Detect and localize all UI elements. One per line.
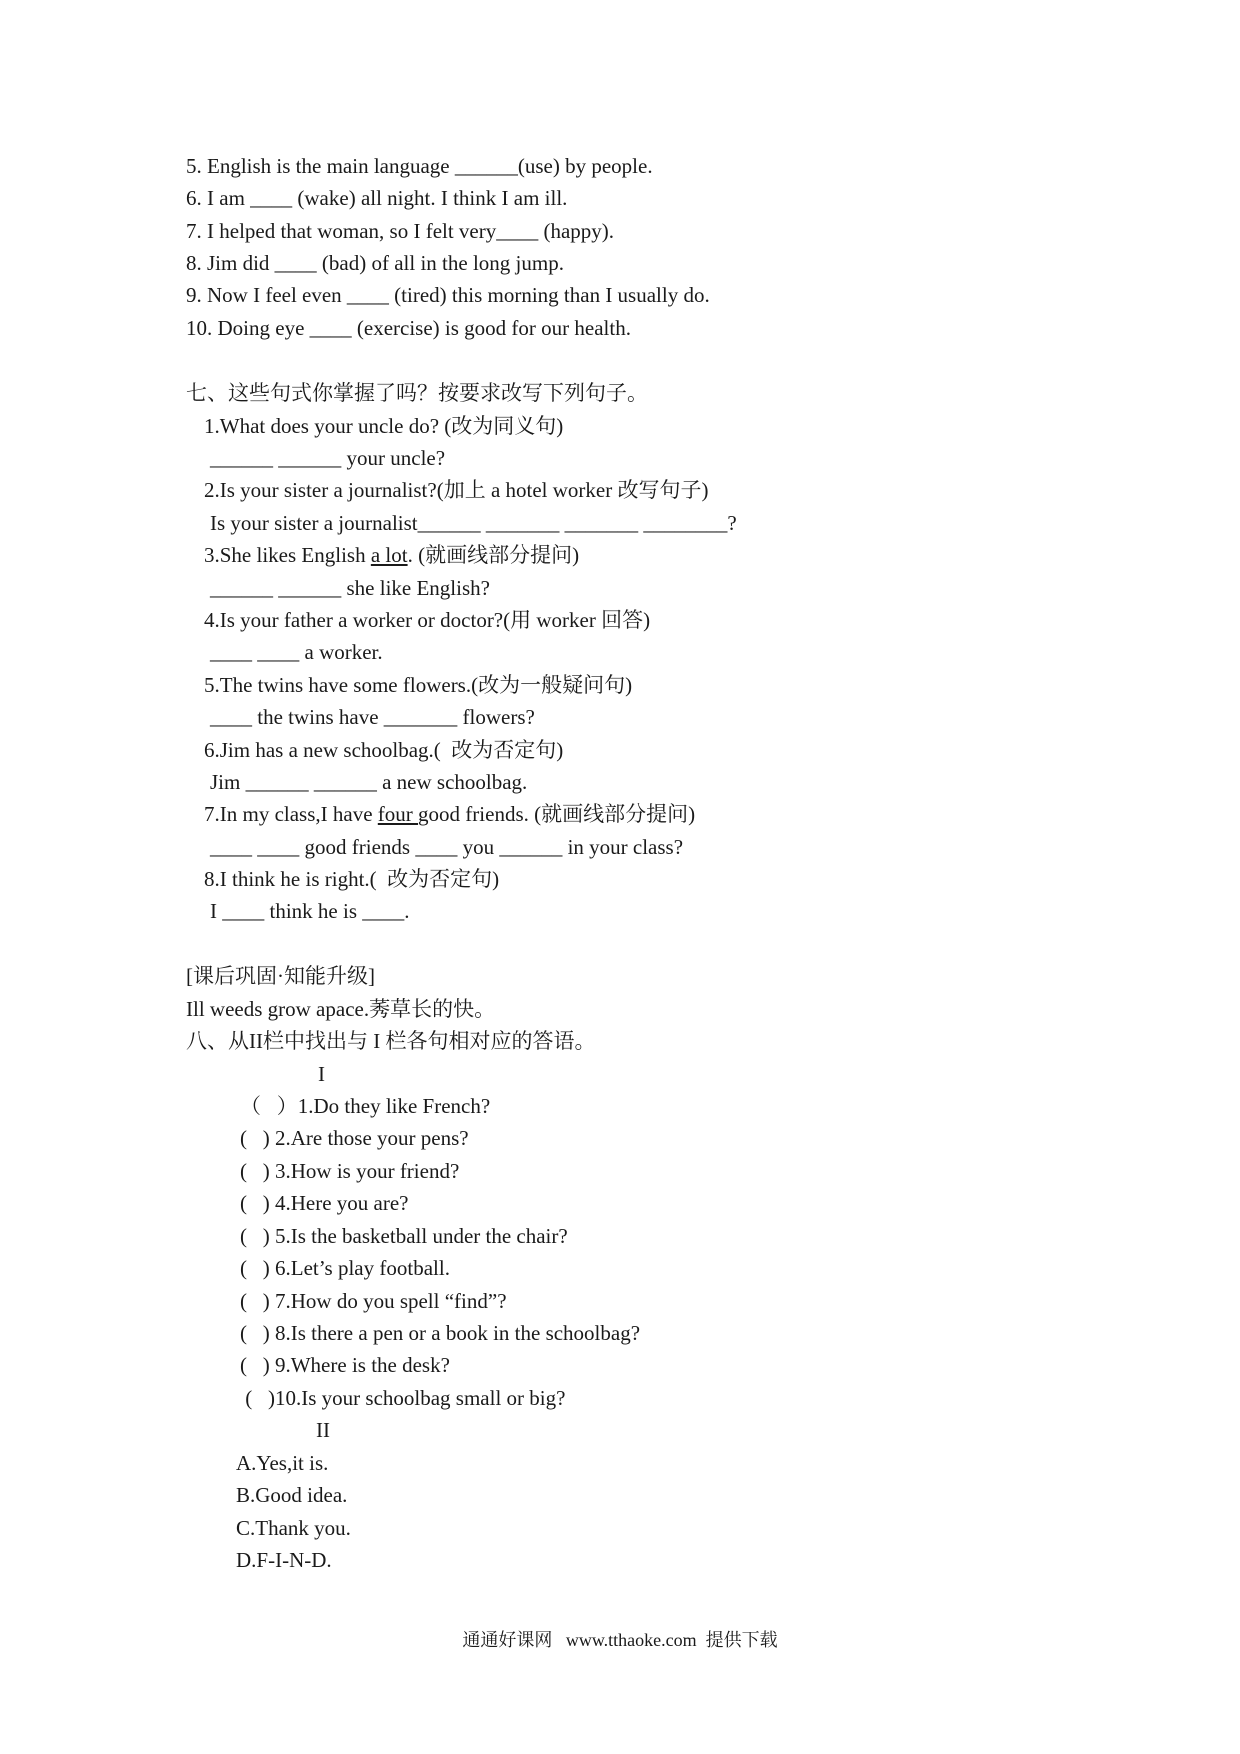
section7-q5: 5.The twins have some flowers.(改为一般疑问句) (204, 673, 633, 697)
section7-a5: ____ the twins have _______ flowers? (210, 705, 535, 729)
page-footer: 通通好课网 www.tthaoke.com 提供下载 (462, 1630, 778, 1650)
after-class-title: [课后巩固·知能升级] (186, 964, 375, 988)
section7-q7-post: good friends. (就画线部分提问) (418, 802, 696, 826)
section7-q8: 8.I think he is right.( 改为否定句) (204, 867, 500, 891)
section7-a8: I ____ think he is ____. (210, 899, 410, 923)
fill-blank-7: 7. I helped that woman, so I felt very____ (happy). (186, 219, 615, 243)
section7-q1: 1.What does your uncle do? (改为同义句) (204, 414, 564, 438)
section7-q2: 2.Is your sister a journalist?(加上 a hotel worker 改写句子) (204, 478, 709, 502)
section8-item-4: ( ) 4.Here you are? (240, 1191, 409, 1215)
section8-item-6: ( ) 6.Let’s play football. (240, 1256, 450, 1280)
section7-a4: ____ ____ a worker. (210, 640, 383, 664)
fill-blank-9: 9. Now I feel even ____ (tired) this morning than I usually do. (186, 283, 710, 307)
fill-blank-10: 10. Doing eye ____ (exercise) is good for our health. (186, 316, 631, 340)
section7-a2: Is your sister a journalist______ _______ _______ ________? (210, 511, 737, 535)
section8-col1-label: I (318, 1062, 325, 1086)
section7-q7-pre: 7.In my class,I have (204, 802, 378, 826)
fill-blank-8: 8. Jim did ____ (bad) of all in the long jump. (186, 251, 564, 275)
section8-item-9: ( ) 9.Where is the desk? (240, 1353, 450, 1377)
section7-q4: 4.Is your father a worker or doctor?(用 worker 回答) (204, 608, 651, 632)
section7-q7 (204, 800, 695, 828)
section8-answer-a: A.Yes,it is. (236, 1451, 329, 1475)
section8-item-7: ( ) 7.How do you spell “find”? (240, 1289, 507, 1313)
section8-heading: 八、从II栏中找出与 I 栏各句相对应的答语。 (186, 1029, 596, 1053)
proverb: Ill weeds grow apace.莠草长的快。 (186, 997, 496, 1021)
section8-item-3: ( ) 3.How is your friend? (240, 1159, 460, 1183)
section8-item-8: ( ) 8.Is there a pen or a book in the schoolbag? (240, 1321, 641, 1345)
section8-col2-label: II (316, 1418, 330, 1442)
section7-q6: 6.Jim has a new schoolbag.( 改为否定句) (204, 738, 564, 762)
section8-item-1: （ ）1.Do they like French? (240, 1094, 491, 1118)
section7-q3-post: . (就画线部分提问) (407, 543, 580, 567)
section8-answer-b: B.Good idea. (236, 1483, 348, 1507)
section8-answer-c: C.Thank you. (236, 1516, 351, 1540)
section7-a6: Jim ______ ______ a new schoolbag. (210, 770, 528, 794)
section7-q7-underlined: four (377, 802, 419, 826)
section8-answer-d: D.F-I-N-D. (236, 1548, 332, 1572)
section8-item-5: ( ) 5.Is the basketball under the chair? (240, 1224, 568, 1248)
section7-a1: ______ ______ your uncle? (210, 446, 446, 470)
fill-blank-5: 5. English is the main language ______(use) by people. (186, 154, 653, 178)
fill-blank-6: 6. I am ____ (wake) all night. I think I am ill. (186, 186, 568, 210)
section7-q3-underlined: a lot (370, 543, 408, 567)
section7-heading: 七、这些句式你掌握了吗？按要求改写下列句子。 (186, 381, 648, 405)
section7-a7: ____ ____ good friends ____ you ______ in your class? (210, 835, 684, 859)
section8-item-10: ( )10.Is your schoolbag small or big? (240, 1386, 566, 1410)
section7-q3-pre: 3.She likes English (204, 543, 371, 567)
section7-a3: ______ ______ she like English? (210, 576, 490, 600)
section7-q3 (204, 541, 579, 569)
section8-item-2: ( ) 2.Are those your pens? (240, 1126, 469, 1150)
